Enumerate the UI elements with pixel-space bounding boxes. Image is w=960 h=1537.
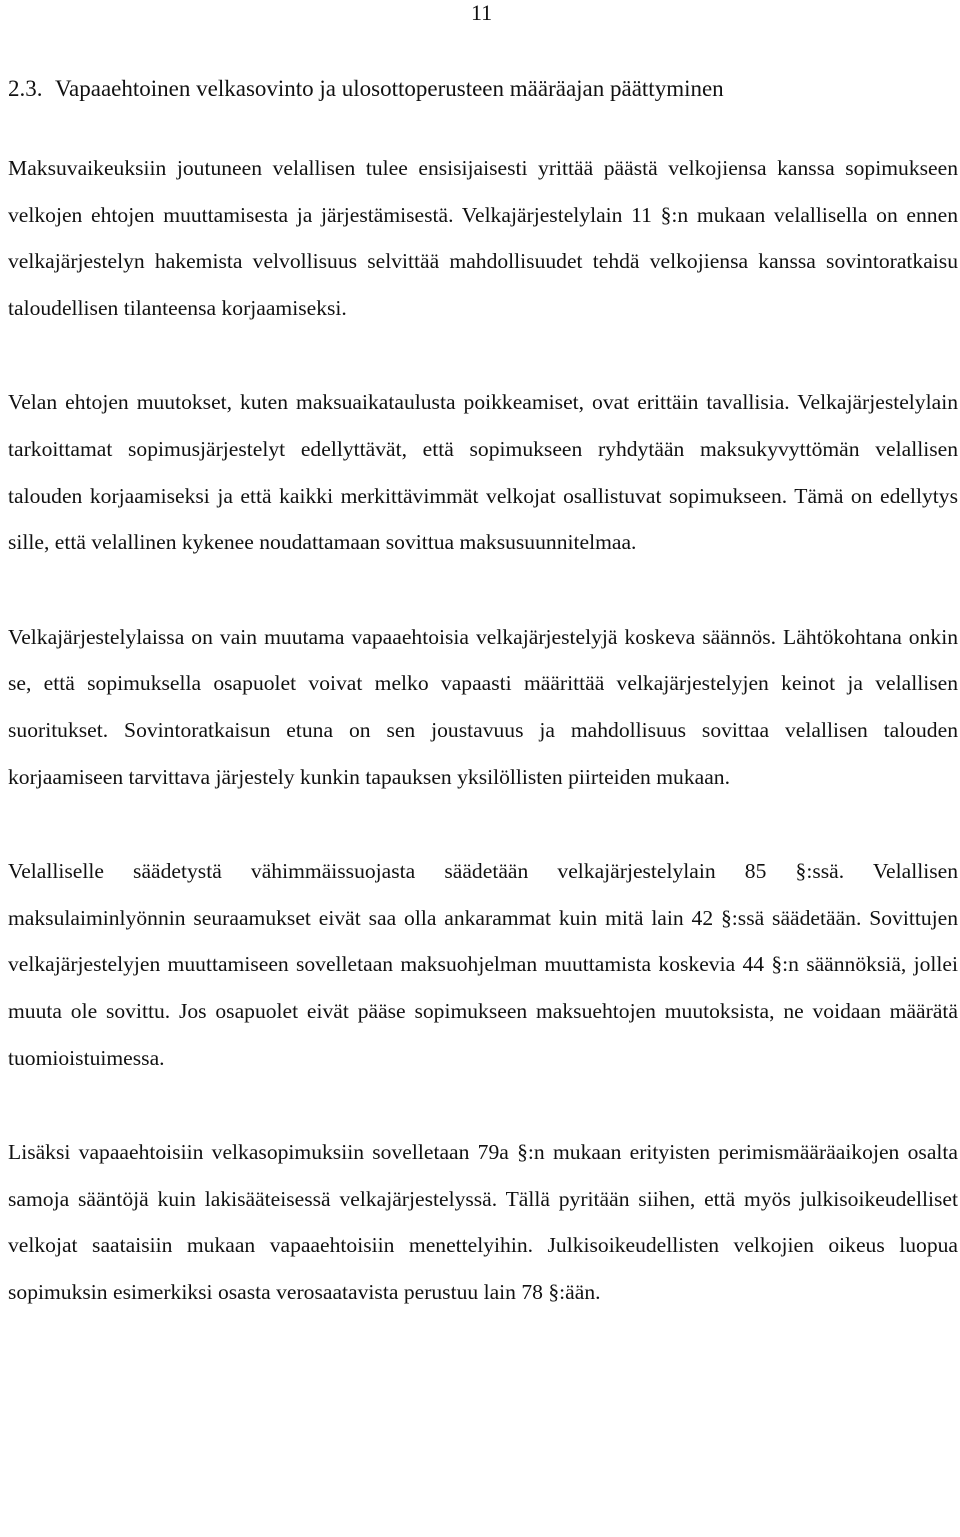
paragraph-4: Velalliselle säädetystä vähimmäissuojasta säädetään velkajärjestelylain 85 §:ssä. Velallisen maksulaiminlyönnin seuraamukset eivät saa olla ankarammat kuin mitä lain 42 §:ssä säädetään. Sovittujen velkajärjestelyjen muuttamiseen sovelletaan maksuohjelman muuttamista koskevia 44 §:n säännöksiä, jollei muuta ole sovittu. Jos osapuolet eivät pääse sopimukseen maksuehtojen muutoksista, ne voidaan määrätä tuomioistuimessa. (8, 859, 958, 1070)
paragraph-1: Maksuvaikeuksiin joutuneen velallisen tulee ensisijaisesti yrittää päästä velkojiensa kanssa sopimukseen velkojen ehtojen muuttamisesta ja järjestämisestä. Velkajärjestelylain 11 §:n mukaan velallisella on ennen velkajärjestelyn hakemista velvollisuus selvittää mahdollisuudet tehdä velkojiensa kanssa sovintoratkaisu taloudellisen tilanteensa korjaamiseksi. (8, 156, 958, 320)
section-heading (8, 70, 958, 108)
section-number: 2.3. (8, 76, 43, 101)
page-number: 11 (471, 0, 493, 25)
paragraph-5: Lisäksi vapaaehtoisiin velkasopimuksiin sovelletaan 79a §:n mukaan erityisten perimismääräaikojen osalta samoja sääntöjä kuin lakisääteisessä velkajärjestelyssä. Tällä pyritään siihen, että myös julkisoikeudelliset velkojat saataisiin mukaan vapaaehtoisiin menettelyihin. Julkisoikeudellisten velkojien oikeus luopua sopimuksin esimerkiksi osasta verosaatavista perustuu lain 78 §:ään. (8, 1140, 958, 1304)
section-title: Vapaaehtoinen velkasovinto ja ulosottoperusteen määräajan päättyminen (55, 76, 724, 101)
paragraph-2: Velan ehtojen muutokset, kuten maksuaikataulusta poikkeamiset, ovat erittäin tavallisia. Velkajärjestelylain tarkoittamat sopimusjärjestelyt edellyttävät, että sopimukseen ryhdytään maksukyvyttömän velallisen talouden korjaamiseksi ja että kaikki merkittävimmät velkojat osallistuvat sopimukseen. Tämä on edellytys sille, että velallinen kykenee noudattamaan sovittua maksusuunnitelmaa. (8, 390, 958, 555)
paragraph-3: Velkajärjestelylaissa on vain muutama vapaaehtoisia velkajärjestelyjä koskeva säännös. Lähtökohtana onkin se, että sopimuksella osapuolet voivat melko vapaasti määrittää velkajärjestelyjen keinot ja velallisen suoritukset. Sovintoratkaisun etuna on sen joustavuus ja mahdollisuus sovittaa velallisen talouden korjaamiseen tarvittava järjestely kunkin tapauksen yksilöllisten piirteiden mukaan. (8, 624, 958, 789)
document-body (8, 70, 958, 1315)
